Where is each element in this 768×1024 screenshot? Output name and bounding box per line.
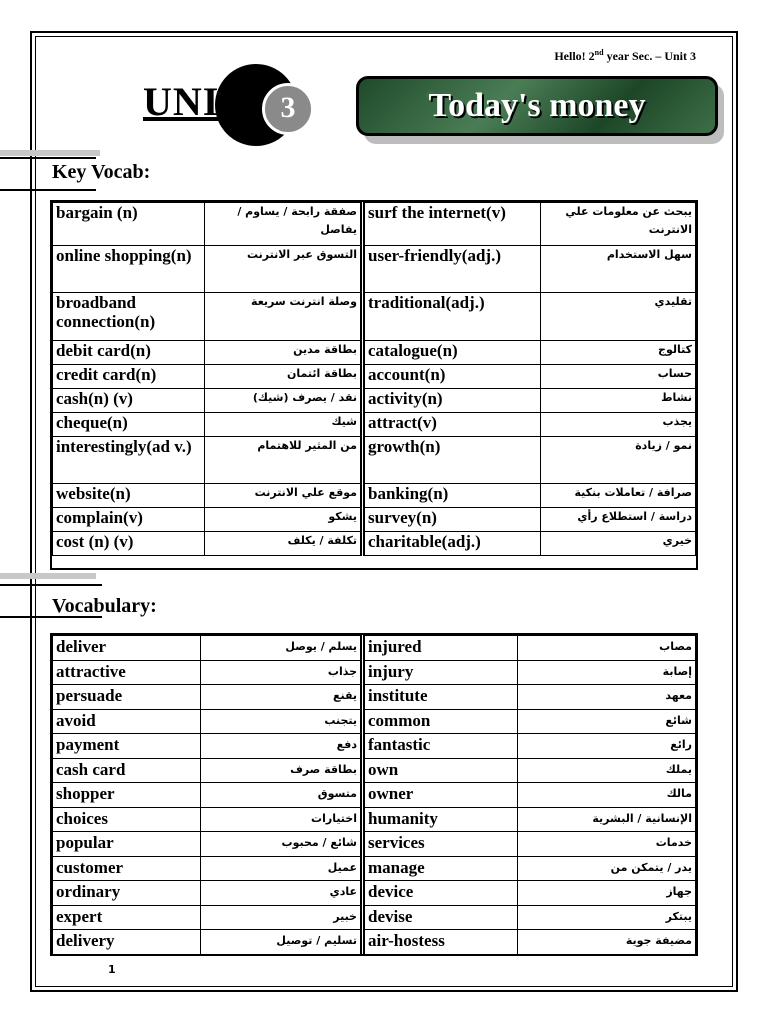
key-vocab-english-term: debit card(n)	[53, 341, 205, 365]
key-vocab-row	[53, 437, 696, 484]
key-vocab-english-term: cash(n) (v)	[53, 389, 205, 413]
vocabulary-english-term: payment	[53, 734, 201, 759]
key-vocab-english-term: user-friendly(adj.)	[363, 246, 541, 293]
vocabulary-english-term: device	[363, 881, 518, 906]
key-vocab-arabic-meaning: صفقة رابحة / يساوم / يفاصل	[205, 203, 363, 246]
key-vocab-arabic-meaning: خيري	[541, 532, 696, 556]
vocabulary-arabic-meaning: معهد	[518, 685, 696, 710]
key-vocab-english-term: banking(n)	[363, 484, 541, 508]
key-vocab-title: Key Vocab:	[52, 161, 151, 183]
vocabulary-english-term: institute	[363, 685, 518, 710]
key-vocab-row	[53, 389, 696, 413]
vocabulary-row	[53, 734, 696, 759]
vocabulary-row	[53, 685, 696, 710]
vocabulary-english-term: common	[363, 709, 518, 734]
vocabulary-english-term: customer	[53, 856, 201, 881]
key-vocab-english-term: attract(v)	[363, 413, 541, 437]
vocabulary-arabic-meaning: شائع	[518, 709, 696, 734]
vocabulary-row	[53, 783, 696, 808]
vocabulary-arabic-meaning: إصابة	[518, 660, 696, 685]
vocabulary-english-term: fantastic	[363, 734, 518, 759]
key-vocab-arabic-meaning: يبحث عن معلومات علي الانترنت	[541, 203, 696, 246]
key-vocab-arabic-meaning: شيك	[205, 413, 363, 437]
key-vocab-english-term: complain(v)	[53, 508, 205, 532]
key-vocab-english-term: charitable(adj.)	[363, 532, 541, 556]
vocabulary-arabic-meaning: يدر / يتمكن من	[518, 856, 696, 881]
key-vocab-row	[53, 203, 696, 246]
vocabulary-arabic-meaning: جهاز	[518, 881, 696, 906]
key-vocab-english-term: website(n)	[53, 484, 205, 508]
vocabulary-arabic-meaning: يتجنب	[201, 709, 363, 734]
key-vocab-arabic-meaning: نقد / يصرف (شيك)	[205, 389, 363, 413]
vocabulary-arabic-meaning: شائع / محبوب	[201, 832, 363, 857]
vocabulary-english-term: attractive	[53, 660, 201, 685]
key-vocab-arabic-meaning: نشاط	[541, 389, 696, 413]
vocabulary-english-term: expert	[53, 905, 201, 930]
vocabulary-arabic-meaning: تسليم / توصيل	[201, 930, 363, 955]
vocabulary-row	[53, 856, 696, 881]
vocabulary-english-term: devise	[363, 905, 518, 930]
key-vocab-english-term: activity(n)	[363, 389, 541, 413]
vocabulary-arabic-meaning: الإنسانية / البشرية	[518, 807, 696, 832]
vocabulary-arabic-meaning: يملك	[518, 758, 696, 783]
key-vocab-arabic-meaning: حساب	[541, 365, 696, 389]
key-vocab-english-term: survey(n)	[363, 508, 541, 532]
vocabulary-row	[53, 807, 696, 832]
key-vocab-arabic-meaning: صرافة / تعاملات بنكية	[541, 484, 696, 508]
key-vocab-english-term: cost (n) (v)	[53, 532, 205, 556]
vocabulary-arabic-meaning: متسوق	[201, 783, 363, 808]
vocabulary-arabic-meaning: عميل	[201, 856, 363, 881]
vocabulary-english-term: delivery	[53, 930, 201, 955]
vocabulary-english-term: ordinary	[53, 881, 201, 906]
vocabulary-english-term: popular	[53, 832, 201, 857]
unit-number-badge: 3	[262, 83, 314, 135]
unit-title-banner: Today's money	[356, 76, 718, 136]
vocabulary-tab-shadow	[0, 573, 96, 579]
vocabulary-english-term: owner	[363, 783, 518, 808]
key-vocab-arabic-meaning: موقع علي الانترنت	[205, 484, 363, 508]
key-vocab-english-term: interestingly(ad v.)	[53, 437, 205, 484]
vocabulary-english-term: cash card	[53, 758, 201, 783]
vocabulary-english-term: manage	[363, 856, 518, 881]
page-header: Hello! 2nd year Sec. – Unit 3	[554, 48, 696, 63]
key-vocab-table-box	[50, 200, 698, 570]
key-vocab-english-term: account(n)	[363, 365, 541, 389]
key-vocab-english-term: bargain (n)	[53, 203, 205, 246]
key-vocab-table	[52, 202, 696, 556]
key-vocab-arabic-meaning: من المثير للاهتمام	[205, 437, 363, 484]
key-vocab-english-term: traditional(adj.)	[363, 293, 541, 341]
vocabulary-arabic-meaning: مضيفة جوية	[518, 930, 696, 955]
key-vocab-english-term: credit card(n)	[53, 365, 205, 389]
vocabulary-row	[53, 758, 696, 783]
key-vocab-arabic-meaning: بطاقة مدين	[205, 341, 363, 365]
key-vocab-row	[53, 532, 696, 556]
key-vocab-arabic-meaning: تكلفة / يكلف	[205, 532, 363, 556]
key-vocab-english-term: surf the internet(v)	[363, 203, 541, 246]
key-vocab-row	[53, 246, 696, 293]
vocabulary-english-term: injured	[363, 636, 518, 661]
vocabulary-arabic-meaning: دفع	[201, 734, 363, 759]
vocabulary-arabic-meaning: بطاقة صرف	[201, 758, 363, 783]
key-vocab-arabic-meaning: بطاقة ائتمان	[205, 365, 363, 389]
vocabulary-row	[53, 881, 696, 906]
vocabulary-row	[53, 930, 696, 955]
key-vocab-arabic-meaning: سهل الاستخدام	[541, 246, 696, 293]
key-vocab-arabic-meaning: كتالوج	[541, 341, 696, 365]
key-vocab-row	[53, 508, 696, 532]
vocabulary-english-term: air-hostess	[363, 930, 518, 955]
key-vocab-english-term: online shopping(n)	[53, 246, 205, 293]
vocabulary-english-term: humanity	[363, 807, 518, 832]
vocabulary-arabic-meaning: يقنع	[201, 685, 363, 710]
vocabulary-row	[53, 636, 696, 661]
vocabulary-table	[52, 635, 696, 955]
vocabulary-arabic-meaning: جذاب	[201, 660, 363, 685]
key-vocab-english-term: cheque(n)	[53, 413, 205, 437]
vocabulary-english-term: shopper	[53, 783, 201, 808]
vocabulary-title: Vocabulary:	[52, 595, 157, 617]
vocabulary-arabic-meaning: يسلم / يوصل	[201, 636, 363, 661]
key-vocab-english-term: broadband connection(n)	[53, 293, 205, 341]
page-number: 1	[108, 963, 116, 976]
key-vocab-row	[53, 484, 696, 508]
vocabulary-english-term: injury	[363, 660, 518, 685]
vocabulary-arabic-meaning: اختيارات	[201, 807, 363, 832]
key-vocab-arabic-meaning: وصلة انترنت سريعة	[205, 293, 363, 341]
key-vocab-english-term: catalogue(n)	[363, 341, 541, 365]
key-vocab-tab-shadow	[0, 150, 100, 156]
vocabulary-arabic-meaning: خدمات	[518, 832, 696, 857]
key-vocab-row	[53, 341, 696, 365]
key-vocab-row	[53, 413, 696, 437]
vocabulary-english-term: deliver	[53, 636, 201, 661]
key-vocab-row	[53, 293, 696, 341]
vocabulary-arabic-meaning: عادي	[201, 881, 363, 906]
key-vocab-arabic-meaning: دراسة / استطلاع رأي	[541, 508, 696, 532]
vocabulary-arabic-meaning: مصاب	[518, 636, 696, 661]
key-vocab-arabic-meaning: يشكو	[205, 508, 363, 532]
key-vocab-row	[53, 365, 696, 389]
vocabulary-english-term: persuade	[53, 685, 201, 710]
vocabulary-row	[53, 660, 696, 685]
vocabulary-english-term: avoid	[53, 709, 201, 734]
vocabulary-arabic-meaning: خبير	[201, 905, 363, 930]
key-vocab-arabic-meaning: يجذب	[541, 413, 696, 437]
vocabulary-arabic-meaning: مالك	[518, 783, 696, 808]
unit-label: UNIT	[143, 79, 248, 124]
key-vocab-arabic-meaning: التسوق عبر الانترنت	[205, 246, 363, 293]
vocabulary-row	[53, 905, 696, 930]
vocabulary-english-term: choices	[53, 807, 201, 832]
vocabulary-table-box	[50, 633, 698, 956]
key-vocab-arabic-meaning: تقليدي	[541, 293, 696, 341]
key-vocab-english-term: growth(n)	[363, 437, 541, 484]
vocabulary-english-term: own	[363, 758, 518, 783]
key-vocab-arabic-meaning: نمو / زيادة	[541, 437, 696, 484]
vocabulary-english-term: services	[363, 832, 518, 857]
vocabulary-row	[53, 832, 696, 857]
vocabulary-arabic-meaning: رائع	[518, 734, 696, 759]
vocabulary-row	[53, 709, 696, 734]
vocabulary-arabic-meaning: يبتكر	[518, 905, 696, 930]
